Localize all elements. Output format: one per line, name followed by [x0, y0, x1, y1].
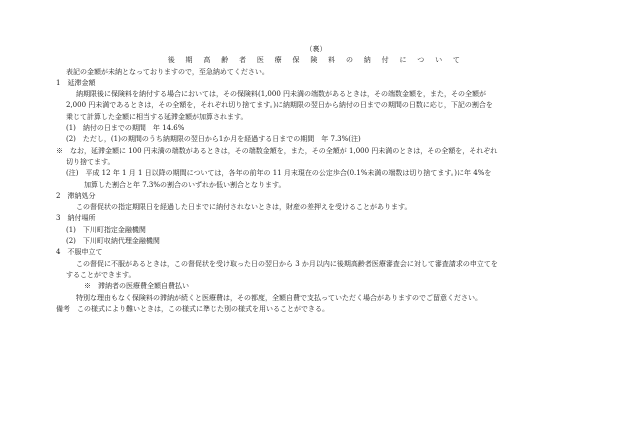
section-3-item-1: (1) 下川町指定金融機関 — [66, 225, 146, 234]
side-label: （裏） — [305, 45, 327, 53]
section-1-heading: 1 延滞金額 — [56, 78, 96, 87]
section-1-footnote-line-2: 加算した割合と年 7.3%の割合のいずれか低い割合となります。 — [84, 180, 286, 189]
section-2-paragraph: この督促状の指定期限日を経過した日までに納付されないときは，財産の差押えを受けることがあります。 — [76, 203, 412, 212]
remarks-line: 備考 この様式により難いときは，この様式に準じた別の様式を用いることができる。 — [56, 304, 329, 313]
document-title: 後 期 高 齢 者 医 療 保 険 料 の 納 付 に つ い て — [167, 56, 465, 65]
section-1-paragraph-line-3: 乗じて計算した金額に相当する延滞金額が加算されます。 — [66, 112, 248, 121]
section-4-note-paragraph: 特別な理由もなく保険料の滞納が続くと医療費は，その都度，全額自費で支払っていただく場合がありますのでご留意ください。 — [76, 293, 482, 302]
section-1-paragraph-line-2: 2,000 円未満であるときは，その全額を，それぞれ切り捨てます。)に納期限の翌日から納付の日までの期間の日数に応じ，下記の割合を — [66, 101, 493, 110]
section-4-heading: 4 不服申立て — [56, 248, 103, 257]
section-1-item-1: (1) 納付の日までの期間 年 14.6% — [66, 124, 185, 133]
section-3-item-2: (2) 下川町収納代理金融機関 — [66, 237, 160, 246]
section-1-note-line-1: ※ なお，延滞金額に 100 円未満の端数があるときは，その端数金額を，また，その全額が 1,000 円未満のときは，その全額を，それぞれ — [56, 146, 498, 155]
section-1-paragraph-line-1: 納期限後に保険料を納付する場合においては，その保険料(1,000 円未満の端数があるときは，その端数金額を，また，その全額が — [76, 90, 486, 99]
intro-text: 表記の金額が未納となっておりますので，至急納めてください。 — [66, 67, 269, 76]
section-1-note-line-2: 切り捨てます。 — [66, 157, 115, 166]
document-page — [56, 44, 576, 315]
section-1-item-2: (2) ただし，(1)の期間のうち納期限の翌日から1か月を経過する日までの期間 年 7.3%(注) — [66, 135, 361, 144]
section-1-footnote-line-1: (注) 平成 12 年 1 月 1 日以降の期間については，各年の前年の 11 月末現在の公定歩合(0.1%未満の端数は切り捨てます。)に年 4%を — [66, 169, 492, 178]
section-4-note-heading: ※ 滞納者の医療費全額自費払い — [84, 282, 189, 291]
section-4-paragraph-line-1: この督促に不服があるときは，この督促状を受け取った日の翌日から 3 か月以内に後期高齢者医療審査会に対して審査請求の申立てを — [76, 259, 498, 268]
section-2-heading: 2 滞納処分 — [56, 191, 96, 200]
section-3-heading: 3 納付場所 — [56, 214, 96, 223]
section-4-paragraph-line-2: することができます。 — [66, 270, 136, 279]
